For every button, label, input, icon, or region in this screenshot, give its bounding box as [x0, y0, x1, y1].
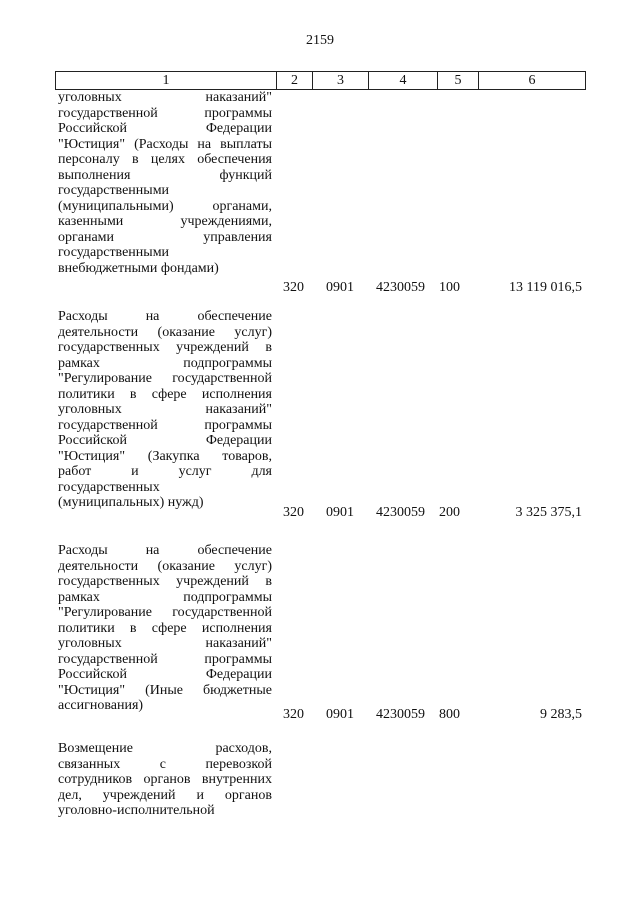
description-line: государственными — [58, 245, 170, 260]
row-description — [58, 90, 272, 276]
description-line: сотрудников органов внутренних — [58, 772, 272, 787]
cell-col4: 4230059 — [376, 505, 425, 520]
row-description — [58, 309, 272, 511]
column-header-2: 2 — [276, 72, 312, 89]
description-line: работ и услуг для — [58, 464, 272, 479]
cell-col4: 4230059 — [376, 280, 425, 295]
description-line: Российской Федерации — [58, 667, 272, 682]
description-line: "Юстиция" (Расходы на выплаты — [58, 136, 272, 152]
description-line: персоналу в целях обеспечения — [58, 152, 272, 167]
description-line: внебюджетными фондами) — [58, 260, 219, 276]
row-description — [58, 543, 272, 714]
description-line: Российской Федерации — [58, 121, 272, 136]
table-header — [55, 71, 586, 90]
column-header-3: 3 — [312, 72, 368, 89]
column-header-4: 4 — [368, 72, 437, 89]
cell-col5: 100 — [439, 280, 460, 295]
description-line: "Юстиция" (Закупка товаров, — [58, 448, 272, 464]
cell-col5: 200 — [439, 505, 460, 520]
description-line: (муниципальных) нужд) — [58, 495, 204, 510]
description-line: выполнения функций — [58, 167, 272, 183]
description-line: деятельности (оказание услуг) — [58, 324, 272, 340]
description-line: ассигнования) — [58, 698, 144, 713]
cell-col2: 320 — [283, 707, 304, 722]
column-header-5: 5 — [437, 72, 478, 89]
description-line: государственными — [58, 183, 170, 198]
description-line: государственной программы — [58, 651, 272, 667]
description-line: уголовных наказаний" — [58, 90, 272, 105]
description-line: Возмещение расходов, — [58, 741, 272, 756]
description-line: Расходы на обеспечение — [58, 309, 272, 324]
description-line: дел, учреждений и органов — [58, 787, 272, 803]
cell-col3: 0901 — [326, 505, 354, 520]
cell-col6: 3 325 375,1 — [515, 505, 582, 520]
description-line: уголовных наказаний" — [58, 402, 272, 417]
description-line: государственных учреждений в — [58, 340, 272, 355]
cell-col6: 9 283,5 — [540, 707, 582, 722]
description-line: уголовных наказаний" — [58, 636, 272, 651]
cell-col2: 320 — [283, 505, 304, 520]
description-line: политики в сфере исполнения — [58, 620, 272, 636]
cell-col5: 800 — [439, 707, 460, 722]
description-line: "Регулирование государственной — [58, 371, 272, 386]
cell-col4: 4230059 — [376, 707, 425, 722]
page-number: 2159 — [306, 33, 334, 48]
description-line: уголовно-исполнительной — [58, 803, 215, 818]
description-line: государственной программы — [58, 417, 272, 433]
description-line: рамках подпрограммы — [58, 355, 272, 371]
description-line: государственной программы — [58, 105, 272, 121]
description-line: Российской Федерации — [58, 433, 272, 448]
description-line: рамках подпрограммы — [58, 589, 272, 605]
cell-col6: 13 119 016,5 — [509, 280, 582, 295]
description-line: политики в сфере исполнения — [58, 386, 272, 402]
column-header-1: 1 — [162, 73, 170, 88]
description-line: казенными учреждениями, — [58, 214, 272, 229]
description-line: Расходы на обеспечение — [58, 543, 272, 558]
cell-col3: 0901 — [326, 707, 354, 722]
row-description — [58, 741, 272, 819]
description-line: (муниципальными) органами, — [58, 198, 272, 214]
description-line: деятельности (оказание услуг) — [58, 558, 272, 574]
description-line: "Регулирование государственной — [58, 605, 272, 620]
description-line: "Юстиция" (Иные бюджетные — [58, 682, 272, 698]
description-line: государственных учреждений в — [58, 574, 272, 589]
cell-col2: 320 — [283, 280, 304, 295]
description-line: органами управления — [58, 229, 272, 245]
description-line: государственных — [58, 479, 160, 495]
column-header-6: 6 — [478, 72, 585, 89]
description-line: связанных с перевозкой — [58, 756, 272, 772]
cell-col3: 0901 — [326, 280, 354, 295]
